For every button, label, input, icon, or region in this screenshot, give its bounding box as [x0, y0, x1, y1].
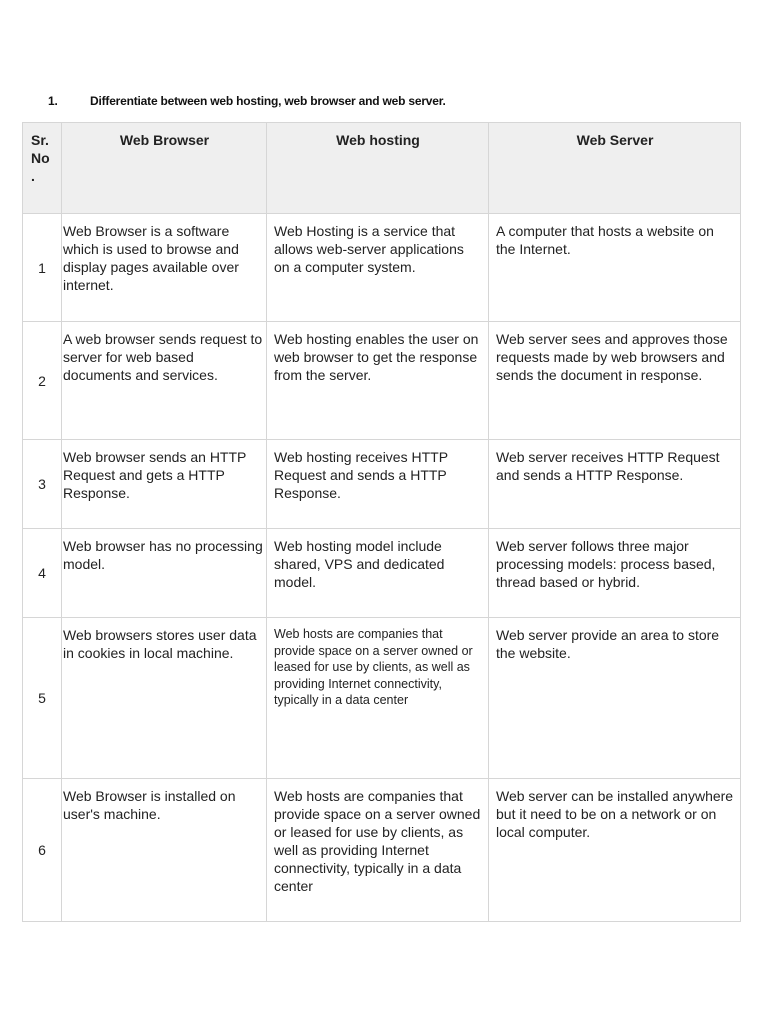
row-number: 1	[23, 214, 62, 322]
comparison-table	[22, 122, 741, 922]
cell-web-server: Web server sees and approves those requests made by web browsers and sends the document in response.	[489, 322, 741, 440]
cell-web-browser: Web browsers stores user data in cookies in local machine.	[62, 618, 267, 779]
row-number: 5	[23, 618, 62, 779]
cell-web-hosting: Web hosting enables the user on web browser to get the response from the server.	[267, 322, 489, 440]
table-header-row	[23, 123, 741, 214]
question-text: Differentiate between web hosting, web browser and web server.	[90, 94, 446, 108]
cell-web-hosting: Web Hosting is a service that allows web-server applications on a computer system.	[267, 214, 489, 322]
cell-web-browser: A web browser sends request to server for web based documents and services.	[62, 322, 267, 440]
row-number: 4	[23, 529, 62, 618]
cell-web-server: Web server can be installed anywhere but it need to be on a network or on local computer.	[489, 779, 741, 922]
cell-web-server: Web server provide an area to store the website.	[489, 618, 741, 779]
cell-web-browser: Web Browser is a software which is used to browse and display pages available over internet.	[62, 214, 267, 322]
question-heading	[48, 94, 446, 108]
cell-web-hosting: Web hosting model include shared, VPS and dedicated model.	[267, 529, 489, 618]
header-web-server: Web Server	[489, 123, 741, 214]
row-number: 2	[23, 322, 62, 440]
cell-web-hosting: Web hosts are companies that provide space on a server owned or leased for use by clients, as well as providing Internet connectivity, typically in a data center	[267, 779, 489, 922]
table-row	[23, 322, 741, 440]
cell-web-server: A computer that hosts a website on the Internet.	[489, 214, 741, 322]
cell-web-server: Web server receives HTTP Request and sends a HTTP Response.	[489, 440, 741, 529]
table-row	[23, 214, 741, 322]
question-number: 1.	[48, 94, 58, 108]
cell-web-browser: Web Browser is installed on user's machine.	[62, 779, 267, 922]
cell-web-browser: Web browser sends an HTTP Request and gets a HTTP Response.	[62, 440, 267, 529]
table-row	[23, 779, 741, 922]
cell-web-server: Web server follows three major processing models: process based, thread based or hybrid.	[489, 529, 741, 618]
cell-web-hosting: Web hosting receives HTTP Request and sends a HTTP Response.	[267, 440, 489, 529]
table-row	[23, 618, 741, 779]
cell-web-browser: Web browser has no processing model.	[62, 529, 267, 618]
header-web-hosting: Web hosting	[267, 123, 489, 214]
table-row	[23, 529, 741, 618]
row-number: 6	[23, 779, 62, 922]
row-number: 3	[23, 440, 62, 529]
header-sr-no: Sr. No .	[23, 123, 62, 214]
header-web-browser: Web Browser	[62, 123, 267, 214]
table-row	[23, 440, 741, 529]
cell-web-hosting: Web hosts are companies that provide space on a server owned or leased for use by clients, as well as providing Internet connectivity, typically in a data center	[267, 618, 489, 779]
